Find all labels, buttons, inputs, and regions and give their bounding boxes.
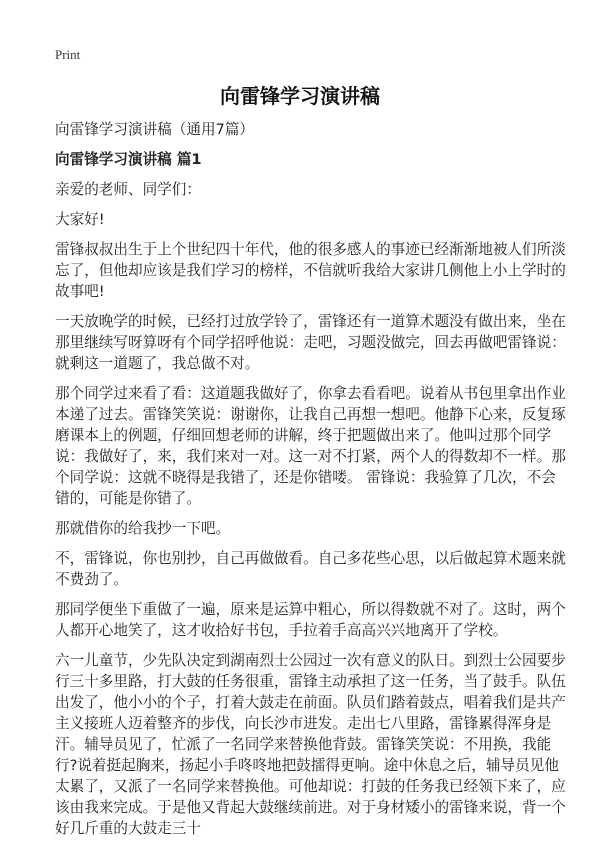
paragraph: 不，雷锋说，你也别抄，自己再做做看。自己多花些心思，以后做起算术题来就不费劲了。 (55, 550, 566, 588)
section-heading: 向雷锋学习演讲稿 篇1 (55, 151, 202, 168)
paragraph: 亲爱的老师、同学们： (55, 181, 201, 198)
paragraph: 六一儿童节，少先队决定到湖南烈士公园过一次有意义的队日。到烈士公园要步行三十多里路，打大鼓的任务很重，雷锋主动承担了这一任务，当了鼓手。队伍出发了，他小小的个子，打着大鼓走在前面。队员们踏着鼓点，唱着我们是共产主义接班人迈着整齐的步伐，向长沙市进发。走出七八里路，雷锋累得浑身是汗。辅导员见了，忙派了一名同学来替换他背鼓。雷锋笑笑说：不用换，我能行?说着挺起胸来，扬起小手咚咚地把鼓擂得更响。途中休息之后，辅导员见他太累了，又派了一名同学来替换他。可他却说：打鼓的任务我已经领下来了，应该由我来完成。于是他又背起大鼓继续前进。对于身材矮小的雷锋来说，背一个好几斤重的大鼓走三十 (55, 652, 566, 837)
subtitle: 向雷锋学习演讲稿（通用7篇） (55, 121, 255, 138)
page-title: 向雷锋学习演讲稿 (220, 84, 380, 108)
paragraph: 那就借你的给我抄一下吧。 (55, 520, 231, 537)
paragraph: 那个同学过来看了看：这道题我做好了，你拿去看看吧。说着从书包里拿出作业本递了过去。雷锋笑笑说：谢谢你，让我自己再想一想吧。他静下心来，反复琢磨课本上的例题，仔细回想老师的讲解，终于把题做出来了。他叫过那个同学说：我做好了，来，我们来对一对。这一对不打紧，两个人的得数却不一样。那个同学说：这就不晓得是我错了，还是你错喽。 雷锋说：我验算了几次，不会错的，可能是你错了。 (55, 385, 566, 507)
paragraph: 那同学便坐下重做了一遍，原来是运算中粗心，所以得数就不对了。这时，两个人都开心地笑了，这才收拾好书包，手拉着手高高兴兴地离开了学校。 (55, 601, 566, 639)
document-body (55, 119, 567, 848)
print-link[interactable]: Print (55, 47, 81, 62)
paragraph: 雷锋叔叔出生于上个世纪四十年代，他的很多感人的事迹已经渐渐地被人们所淡忘了，但他却应该是我们学习的榜样，不信就听我给大家讲几侧他上小上学时的故事吧! (55, 241, 566, 300)
paragraph: 一天放晚学的时候，已经打过放学铃了，雷锋还有一道算术题没有做出来，坐在那里继续写呀算呀有个同学招呼他说：走吧，习题没做完，回去再做吧雷锋说：就剩这一道题了，我总做不对。 (55, 313, 566, 372)
paragraph: 大家好! (55, 211, 105, 228)
